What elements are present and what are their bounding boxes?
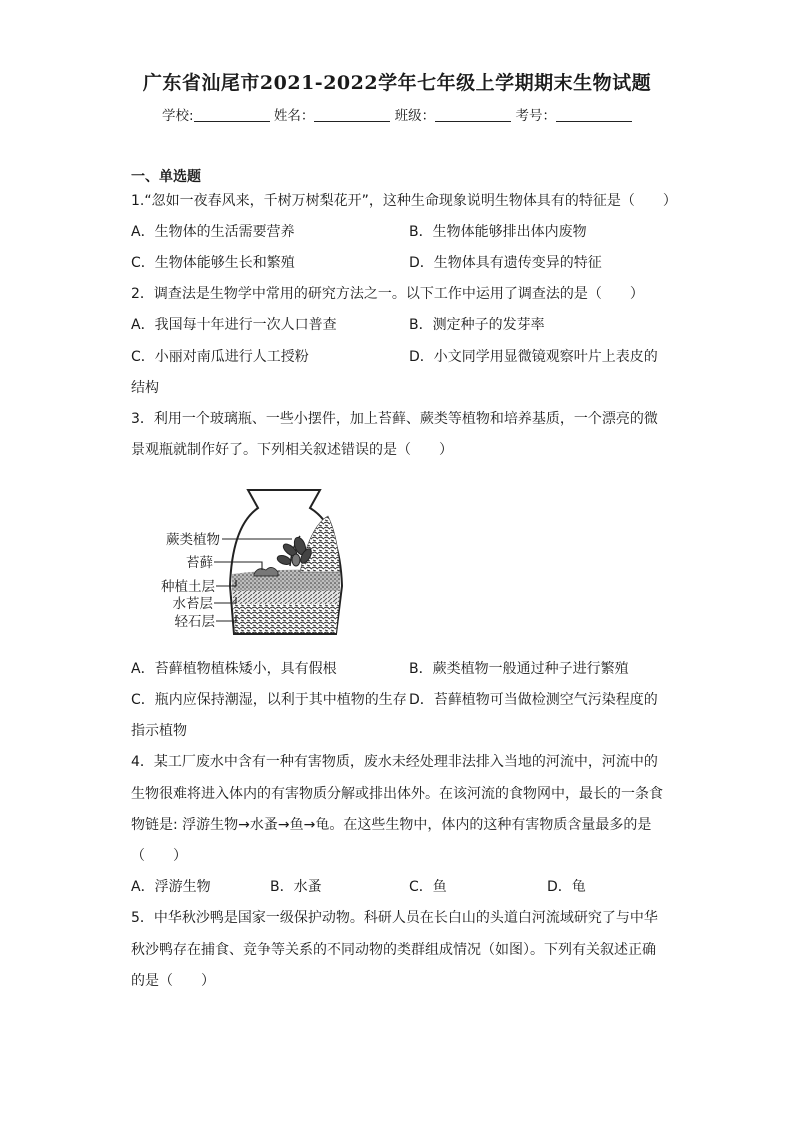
q1-option-b[interactable]: B．生物体能够排出体内废物 xyxy=(409,224,587,240)
class-blank[interactable] xyxy=(435,107,511,122)
number-label: 考号： xyxy=(515,108,556,124)
q3-stem-line2: 景观瓶就制作好了。下列相关叙述错误的是（ ） xyxy=(131,442,453,458)
q2-stem: 2．调查法是生物学中常用的研究方法之一。以下工作中运用了调查法的是（ ） xyxy=(131,286,644,302)
q2-option-d[interactable]: D．小文同学用显微镜观察叶片上表皮的 xyxy=(409,349,658,365)
q4-option-b[interactable]: B．水蚤 xyxy=(270,879,322,895)
q4-stem-line2: 生物很难将进入体内的有害物质分解或排出体外。在该河流的食物网中，最长的一条食 xyxy=(131,786,663,802)
q3-option-d[interactable]: D．苔藓植物可当做检测空气污染程度的 xyxy=(409,692,658,708)
q4-stem-line4: （ ） xyxy=(131,848,187,864)
q4-stem-line1: 4．某工厂废水中含有一种有害物质，废水未经处理非法排入当地的河流中，河流中的 xyxy=(131,754,658,770)
terrarium-figure xyxy=(150,486,350,636)
q3-option-a[interactable]: A．苔藓植物植株矮小，具有假根 xyxy=(131,661,337,677)
label-sphagnum: 水苔层 xyxy=(172,596,213,612)
name-label: 姓名： xyxy=(273,108,315,124)
number-blank[interactable] xyxy=(556,107,632,122)
q3-option-b[interactable]: B．蕨类植物一般通过种子进行繁殖 xyxy=(409,661,629,677)
q3-stem-line1: 3．利用一个玻璃瓶、一些小摆件，加上苔藓、蕨类等植物和培养基质，一个漂亮的微 xyxy=(131,411,658,427)
school-blank[interactable] xyxy=(194,107,270,122)
q2-option-b[interactable]: B．测定种子的发芽率 xyxy=(409,317,545,333)
pumice-layer xyxy=(233,604,339,633)
q5-stem-line2: 秋沙鸭存在捕食、竞争等关系的不同动物的类群组成情况（如图）。下列有关叙述正确 xyxy=(131,942,656,958)
school-label: 学校: xyxy=(162,108,194,124)
student-info-row xyxy=(0,104,794,124)
soil-layer xyxy=(232,570,340,592)
section-heading: 一、单选题 xyxy=(131,169,201,185)
label-pumice: 轻石层 xyxy=(174,614,215,630)
q4-stem-line3: 物链是: 浮游生物→水蚤→鱼→龟。在这些生物中，体内的这种有害物质含量最多的是 xyxy=(131,817,652,833)
q4-option-a[interactable]: A．浮游生物 xyxy=(131,879,211,895)
q2-option-a[interactable]: A．我国每十年进行一次人口普查 xyxy=(131,317,337,333)
q5-stem-line3: 的是（ ） xyxy=(131,973,215,989)
label-moss: 苔藓 xyxy=(186,555,213,571)
q1-option-a[interactable]: A．生物体的生活需要营养 xyxy=(131,224,295,240)
q2-option-d-continuation: 结构 xyxy=(131,380,159,396)
q4-option-d[interactable]: D．龟 xyxy=(547,879,586,895)
q1-stem: 1.“忽如一夜春风来，千树万树梨花开”，这种生命现象说明生物体具有的特征是（ ） xyxy=(131,193,677,209)
q3-option-c[interactable]: C．瓶内应保持潮湿，以利于其中植物的生存 xyxy=(131,692,407,708)
page-title: 广东省汕尾市2021-2022学年七年级上学期期末生物试题 xyxy=(142,72,652,94)
q5-stem-line1: 5．中华秋沙鸭是国家一级保护动物。科研人员在长白山的头道白河流域研究了与中华 xyxy=(131,910,658,926)
label-fern: 蕨类植物 xyxy=(166,532,220,548)
terrarium-diagram xyxy=(150,486,350,636)
q3-option-d-continuation: 指示植物 xyxy=(131,723,187,739)
class-label: 班级： xyxy=(394,108,436,124)
q4-option-c[interactable]: C．鱼 xyxy=(409,879,447,895)
q1-option-d[interactable]: D．生物体具有遗传变异的特征 xyxy=(409,255,602,271)
q1-option-c[interactable]: C．生物体能够生长和繁殖 xyxy=(131,255,295,271)
moss-layer xyxy=(232,591,340,604)
label-planting-soil: 种植土层 xyxy=(161,579,215,595)
name-blank[interactable] xyxy=(314,107,390,122)
q2-option-c[interactable]: C．小丽对南瓜进行人工授粉 xyxy=(131,349,309,365)
